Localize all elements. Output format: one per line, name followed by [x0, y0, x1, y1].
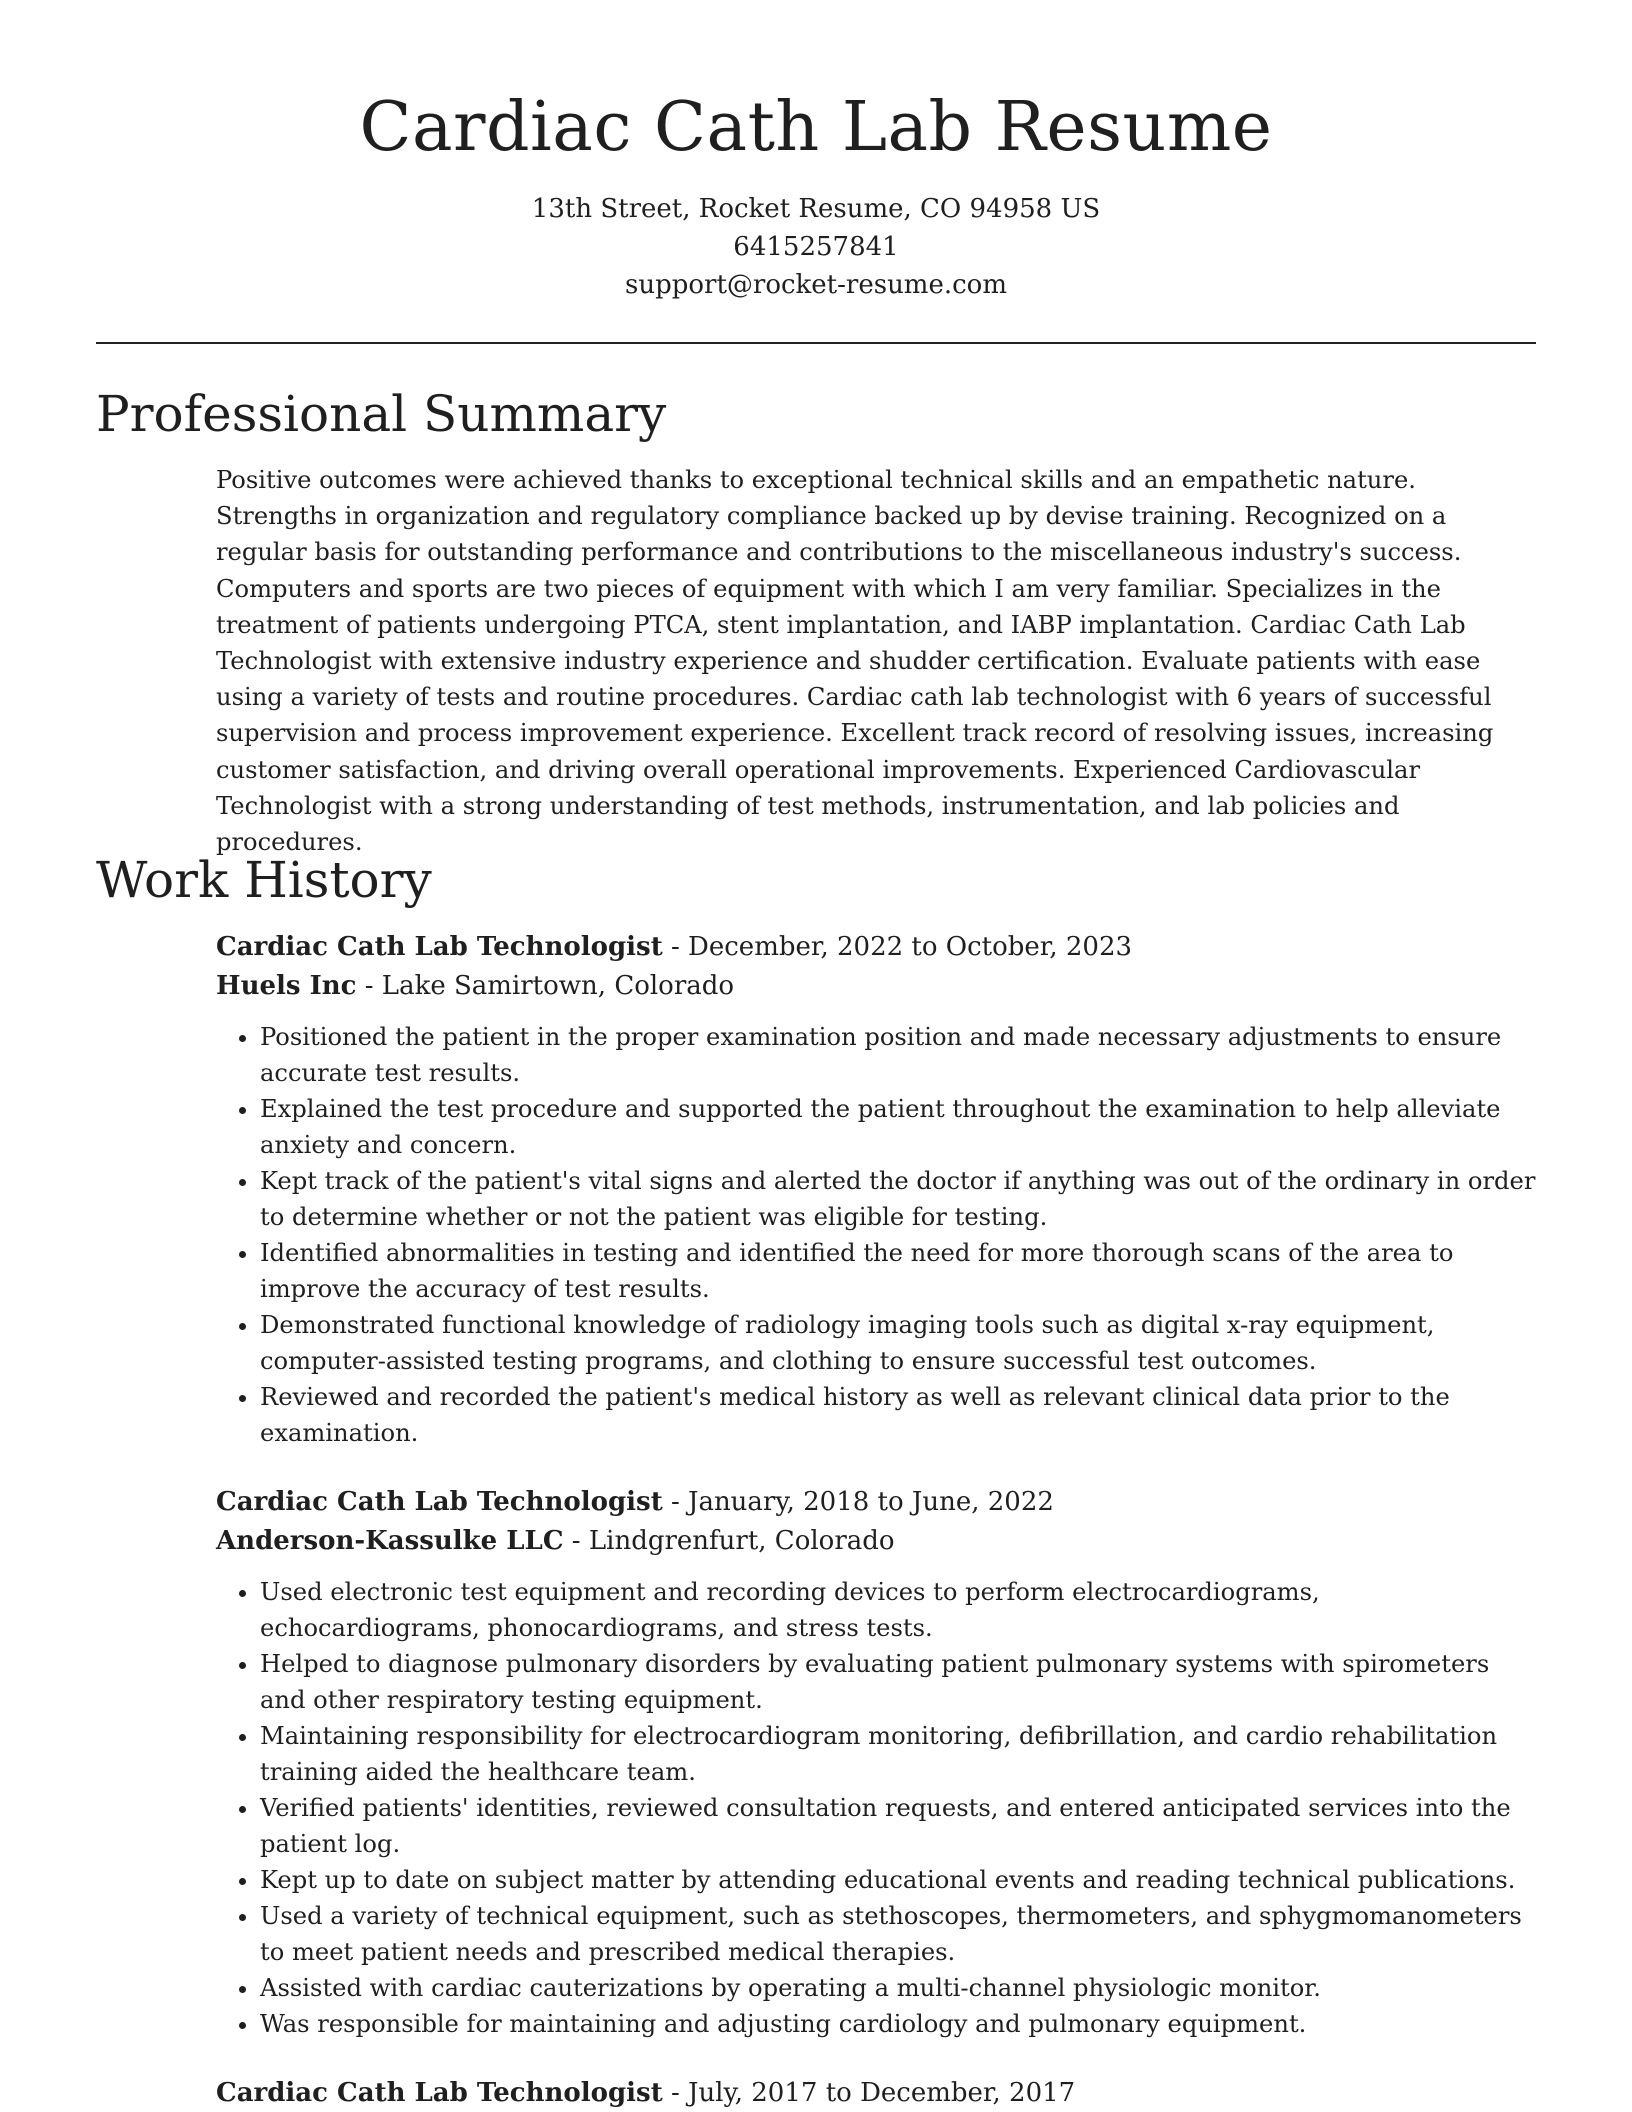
summary-text: Positive outcomes were achieved thanks to exceptional technical skills and an empathetic nature. Strengths in organization and regulatory compliance backed up by devise training. Recognized on a regular basis for outstanding performance and contributions to the miscellaneous industry's success. Computers and sports are two pieces of equipment with which I am very familiar. Specializes in the treatment of patients undergoing PTCA, stent implantation, and IABP implantation. Cardiac Cath Lab Technologist with extensive industry experience and shudder certification. Evaluate patients with ease using a variety of tests and routine procedures. Cardiac cath lab technologist with 6 years of successful supervision and process improvement experience. Excellent track record of resolving issues, increasing customer satisfaction, and driving overall operational improvements. Experienced Cardiovascular Technologist with a strong understanding of test methods, instrumentation, and lab policies and procedures. [216, 466, 1494, 857]
header-divider [96, 342, 1536, 344]
job-dates: - December, 2022 to October, 2023 [662, 932, 1133, 962]
duty-item: • Assisted with cardiac cauterizations by operating a multi-channel physiologic monitor. [260, 1970, 1536, 2006]
job-entry [216, 928, 1536, 1451]
job-dates: - July, 2017 to December, 2017 [662, 2078, 1076, 2108]
summary-heading: Professional Summary [96, 385, 667, 443]
contact-email: support@rocket-resume.com [624, 270, 1007, 300]
job-title: Cardiac Cath Lab Technologist [216, 1487, 663, 1517]
job-title-line [216, 928, 1536, 967]
job-dates: - January, 2018 to June, 2022 [662, 1487, 1054, 1517]
job-title-line [216, 2074, 1536, 2112]
job-duties [216, 1574, 1536, 2042]
job-duties [216, 1019, 1536, 1451]
job-location: - Lindgrenfurt, Colorado [563, 1525, 895, 1556]
job-company: Huels Inc [216, 970, 357, 1001]
duty-item: • Maintaining responsibility for electrocardiogram monitoring, defibrillation, and cardio rehabilitation training aided the healthcare team. [260, 1718, 1536, 1790]
job-location: - Lake Samirtown, Colorado [356, 970, 735, 1001]
job-title-line [216, 1483, 1536, 1522]
duty-item: • Was responsible for maintaining and adjusting cardiology and pulmonary equipment. [260, 2006, 1536, 2042]
job-title: Cardiac Cath Lab Technologist [216, 932, 663, 962]
duty-item: • Kept track of the patient's vital signs and alerted the doctor if anything was out of the ordinary in order to determine whether or not the patient was eligible for testing. [260, 1163, 1536, 1235]
work-history-heading: Work History [96, 851, 432, 909]
resume-title: Cardiac Cath Lab Resume [359, 88, 1273, 167]
duty-item: • Used electronic test equipment and recording devices to perform electrocardiograms, echocardiograms, phonocardiograms, and stress tests. [260, 1574, 1536, 1646]
duty-item: • Identified abnormalities in testing and identified the need for more thorough scans of the area to improve the accuracy of test results. [260, 1235, 1536, 1307]
contact-address: 13th Street, Rocket Resume, CO 94958 US [531, 194, 1101, 224]
work-history-list [216, 928, 1536, 2112]
job-company-line [216, 1522, 1536, 1561]
duty-item: • Kept up to date on subject matter by attending educational events and reading technical publications. [260, 1862, 1536, 1898]
contact-block [0, 190, 1632, 304]
duty-item: • Reviewed and recorded the patient's medical history as well as relevant clinical data prior to the examination. [260, 1379, 1536, 1451]
duty-item: • Demonstrated functional knowledge of radiology imaging tools such as digital x-ray equipment, computer-assisted testing programs, and clothing to ensure successful test outcomes. [260, 1307, 1536, 1379]
resume-header [0, 84, 1632, 304]
duty-item: • Used a variety of technical equipment, such as stethoscopes, thermometers, and sphygmomanometers to meet patient needs and prescribed medical therapies. [260, 1898, 1536, 1970]
contact-phone: 6415257841 [733, 232, 899, 262]
job-title: Cardiac Cath Lab Technologist [216, 2078, 663, 2108]
duty-item: • Explained the test procedure and supported the patient throughout the examination to help alleviate anxiety and concern. [260, 1091, 1536, 1163]
job-entry [216, 2074, 1536, 2112]
job-company-line [216, 967, 1536, 1006]
job-entry [216, 1483, 1536, 2042]
duty-item: • Helped to diagnose pulmonary disorders by evaluating patient pulmonary systems with spirometers and other respiratory testing equipment. [260, 1646, 1536, 1718]
job-company: Anderson-Kassulke LLC [216, 1525, 564, 1556]
duty-item: • Positioned the patient in the proper examination position and made necessary adjustments to ensure accurate test results. [260, 1019, 1536, 1091]
duty-item: • Verified patients' identities, reviewed consultation requests, and entered anticipated services into the patient log. [260, 1790, 1536, 1862]
